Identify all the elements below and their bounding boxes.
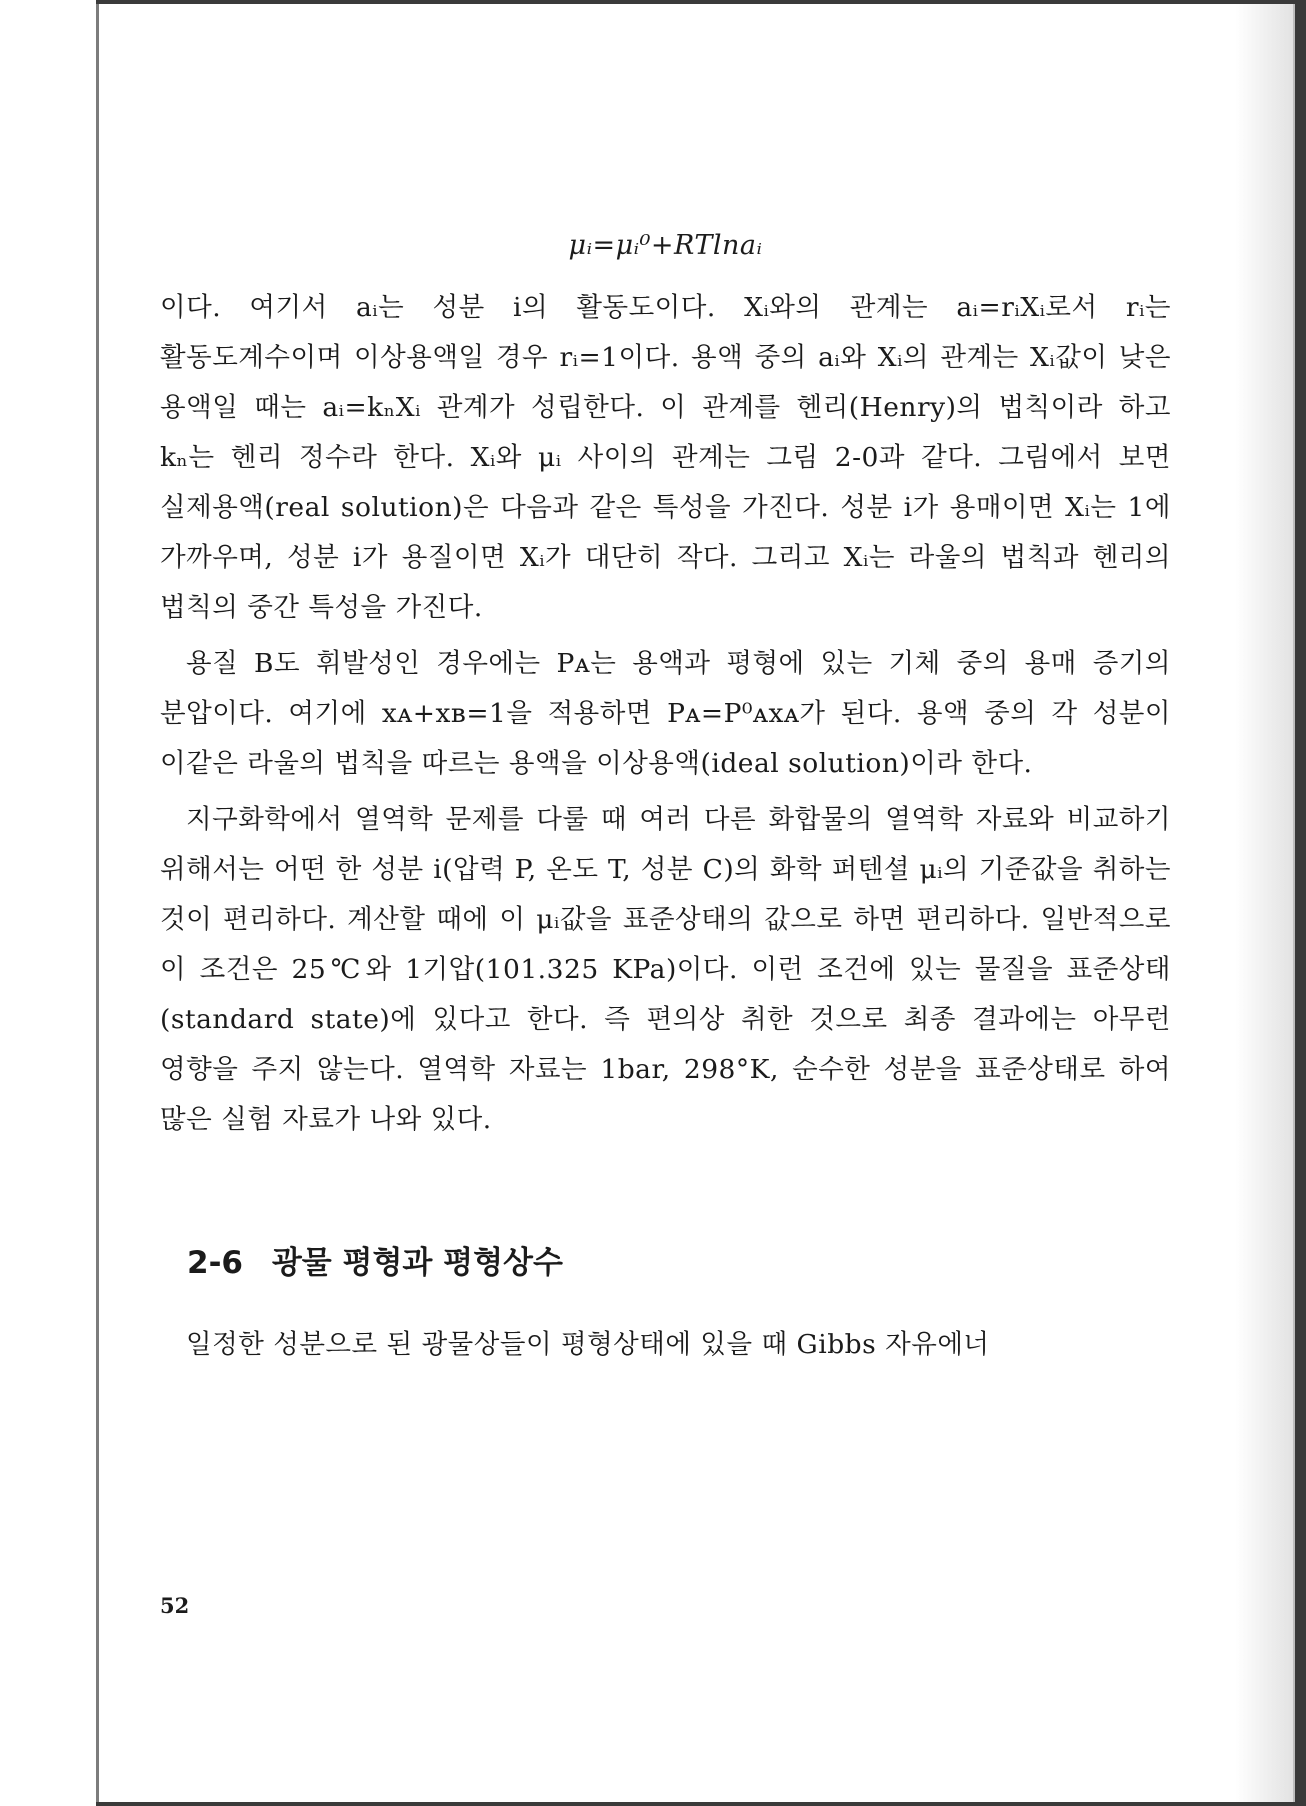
section-number: 2-6 [187, 1245, 244, 1281]
page-edge-shadow [1235, 4, 1295, 1802]
section-heading [187, 1237, 1171, 1282]
chemical-potential-formula: μᵢ=μᵢ⁰+RTlnaᵢ [568, 230, 763, 261]
paragraph-raoult-law: 용질 B도 휘발성인 경우에는 Pᴀ는 용액과 평형에 있는 기체 중의 용매 증기의 분압이다. 여기에 xᴀ+xʙ=1을 적용하면 Pᴀ=P⁰ᴀxᴀ가 된다. 용액 중의 각 성분이 이같은 라울의 법칙을 따르는 용액을 이상용액(ideal solution)이라 한다. [160, 648, 1171, 779]
page-number: 52 [160, 1593, 190, 1618]
section-title: 광물 평형과 평형상수 [271, 1245, 563, 1281]
paragraph-standard-state: 지구화학에서 열역학 문제를 다룰 때 여러 다른 화합물의 열역학 자료와 비교하기 위해서는 어떤 한 성분 i(압력 P, 온도 T, 성분 C)의 화학 퍼텐셜 μᵢ의 기준값을 취하는 것이 편리하다. 계산할 때에 이 μᵢ값을 표준상태의 값으로 하면 편리하다. 일반적으로 이 조건은 25℃와 1기압(101.325 KPa)이다. 이런 조건에 있는 물질을 표준상태(standard state)에 있다고 한다. 즉 편의상 취한 것으로 최종 결과에는 아무런 영향을 주지 않는다. 열역학 자료는 1bar, 298°K, 순수한 성분을 표준상태로 하여 많은 실험 자료가 나와 있다. [160, 804, 1171, 1135]
page-content [160, 230, 1171, 1370]
paragraph-activity: 이다. 여기서 aᵢ는 성분 i의 활동도이다. Xᵢ와의 관계는 aᵢ=rᵢXᵢ로서 rᵢ는 활동도계수이며 이상용액일 경우 rᵢ=1이다. 용액 중의 aᵢ와 Xᵢ의 관계는 Xᵢ값이 낮은 용액일 때는 aᵢ=kₙXᵢ 관계가 성립한다. 이 관계를 헨리(Henry)의 법칙이라 하고 kₙ는 헨리 정수라 한다. Xᵢ와 μᵢ 사이의 관계는 그림 2-0과 같다. 그림에서 보면 실제용액(real solution)은 다음과 같은 특성을 가진다. 성분 i가 용매이면 Xᵢ는 1에 가까우며, 성분 i가 용질이면 Xᵢ가 대단히 작다. 그리고 Xᵢ는 라울의 법칙과 헨리의 법칙의 중간 특성을 가진다. [160, 292, 1171, 623]
section-intro-text: 일정한 성분으로 된 광물상들이 평형상태에 있을 때 Gibbs 자유에너 [186, 1329, 990, 1360]
left-margin [0, 0, 96, 1806]
